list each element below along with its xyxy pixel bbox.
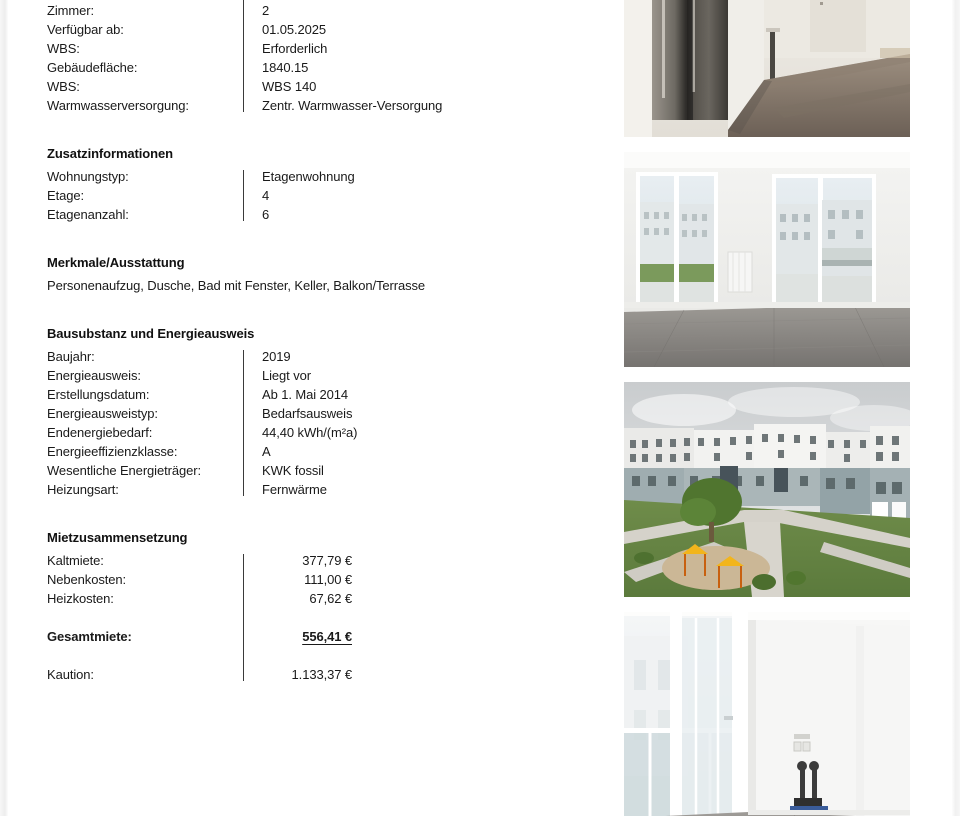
table-row [47,589,607,608]
row-label: Heizkosten: [47,591,114,606]
merkmale-text: Personenaufzug, Dusche, Bad mit Fenster, Keller, Balkon/Terrasse [47,278,426,293]
row-value: 4 [262,188,270,203]
row-value: Bedarfsausweis [262,406,353,421]
row-label: Zimmer: [47,3,94,18]
row-value: 111,00 € [304,572,352,587]
row-label: WBS: [47,79,80,94]
photo-gallery [624,0,910,816]
row-value: Erforderlich [262,41,328,56]
row-label: Energieausweistyp: [47,406,158,421]
row-value: A [262,444,271,459]
table-row [47,186,607,205]
table-row [47,570,607,589]
table-row [47,96,607,115]
row-value: 44,40 kWh/(m²a) [262,425,358,440]
section-merkmale [47,253,607,295]
row-value: 2019 [262,349,291,364]
section-mietzusammensetzung [47,528,607,684]
section-heading: Mietzusammensetzung [47,530,188,545]
row-label: Etage: [47,188,84,203]
table-row [47,205,607,224]
table-row [47,1,607,20]
photo-room-balcony-door[interactable] [624,612,910,816]
section-bausubstanz [47,324,607,499]
mietzusammensetzung-rows [47,551,607,684]
row-value: 1.133,37 € [291,667,352,682]
row-value: KWK fossil [262,463,324,478]
row-label: Heizungsart: [47,482,119,497]
section-zusatzinformationen [47,144,607,224]
table-row [47,480,607,499]
row-label: Kaltmiete: [47,553,104,568]
photo-living-room-graphic [624,152,910,367]
row-value: 1840.15 [262,60,309,75]
table-row [47,366,607,385]
objektdaten-rows [47,0,607,115]
table-row [47,39,607,58]
table-row [47,461,607,480]
row-label: Erstellungsdatum: [47,387,150,402]
photo-living-room-windows[interactable] [624,152,910,367]
table-row [47,20,607,39]
section-heading: Bausubstanz und Energieausweis [47,326,255,341]
section-gap [47,295,607,324]
photo-hallway-elevator[interactable] [624,0,910,137]
row-label: Kaution: [47,667,94,682]
section-gap [47,224,607,253]
table-row [47,442,607,461]
row-value: 6 [262,207,270,222]
row-value: 2 [262,3,270,18]
table-row [47,167,607,186]
row-value: 377,79 € [302,553,352,568]
row-label: Baujahr: [47,349,95,364]
photo-courtyard-aerial[interactable] [624,382,910,597]
row-label: Wesentliche Energieträger: [47,463,201,478]
table-row [47,404,607,423]
row-label: Etagenanzahl: [47,207,129,222]
row-label: Gesamtmiete: [47,629,132,644]
detail-column [47,0,607,684]
table-row [47,385,607,404]
page-left-gutter [0,0,8,816]
row-label: Verfügbar ab: [47,22,124,37]
row-value: Ab 1. Mai 2014 [262,387,349,402]
section-gap [47,115,607,144]
section-objektdaten [47,0,607,115]
page-right-gutter [952,0,960,816]
section-gap [47,499,607,528]
row-value: Fernwärme [262,482,327,497]
table-row [47,347,607,366]
row-label: Gebäudefläche: [47,60,138,75]
bausubstanz-rows [47,347,607,499]
table-row [47,58,607,77]
table-row-spacer [47,608,607,627]
row-value: Liegt vor [262,368,311,383]
row-label: Nebenkosten: [47,572,127,587]
section-heading: Zusatzinformationen [47,146,173,161]
row-label: Energieausweis: [47,368,141,383]
photo-room-balcony-graphic [624,612,910,816]
section-heading: Merkmale/Ausstattung [47,255,185,270]
photo-hallway-elevator-graphic [624,0,910,137]
table-row [47,665,607,684]
table-row [47,551,607,570]
table-row-spacer [47,646,607,665]
row-value: Etagenwohnung [262,169,355,184]
row-label: Endenergiebedarf: [47,425,153,440]
row-value: WBS 140 [262,79,317,94]
zusatzinformationen-rows [47,167,607,224]
photo-courtyard-graphic [624,382,910,597]
row-value: 67,62 € [309,591,352,606]
row-label: Energieeffizienzklasse: [47,444,178,459]
row-value: Zentr. Warmwasser-Versorgung [262,98,443,113]
row-value: 556,41 € [302,629,352,644]
table-row [47,423,607,442]
row-label: WBS: [47,41,80,56]
row-label: Wohnungstyp: [47,169,129,184]
row-value: 01.05.2025 [262,22,327,37]
table-row [47,77,607,96]
table-row-total [47,627,607,646]
row-label: Warmwasserversorgung: [47,98,189,113]
